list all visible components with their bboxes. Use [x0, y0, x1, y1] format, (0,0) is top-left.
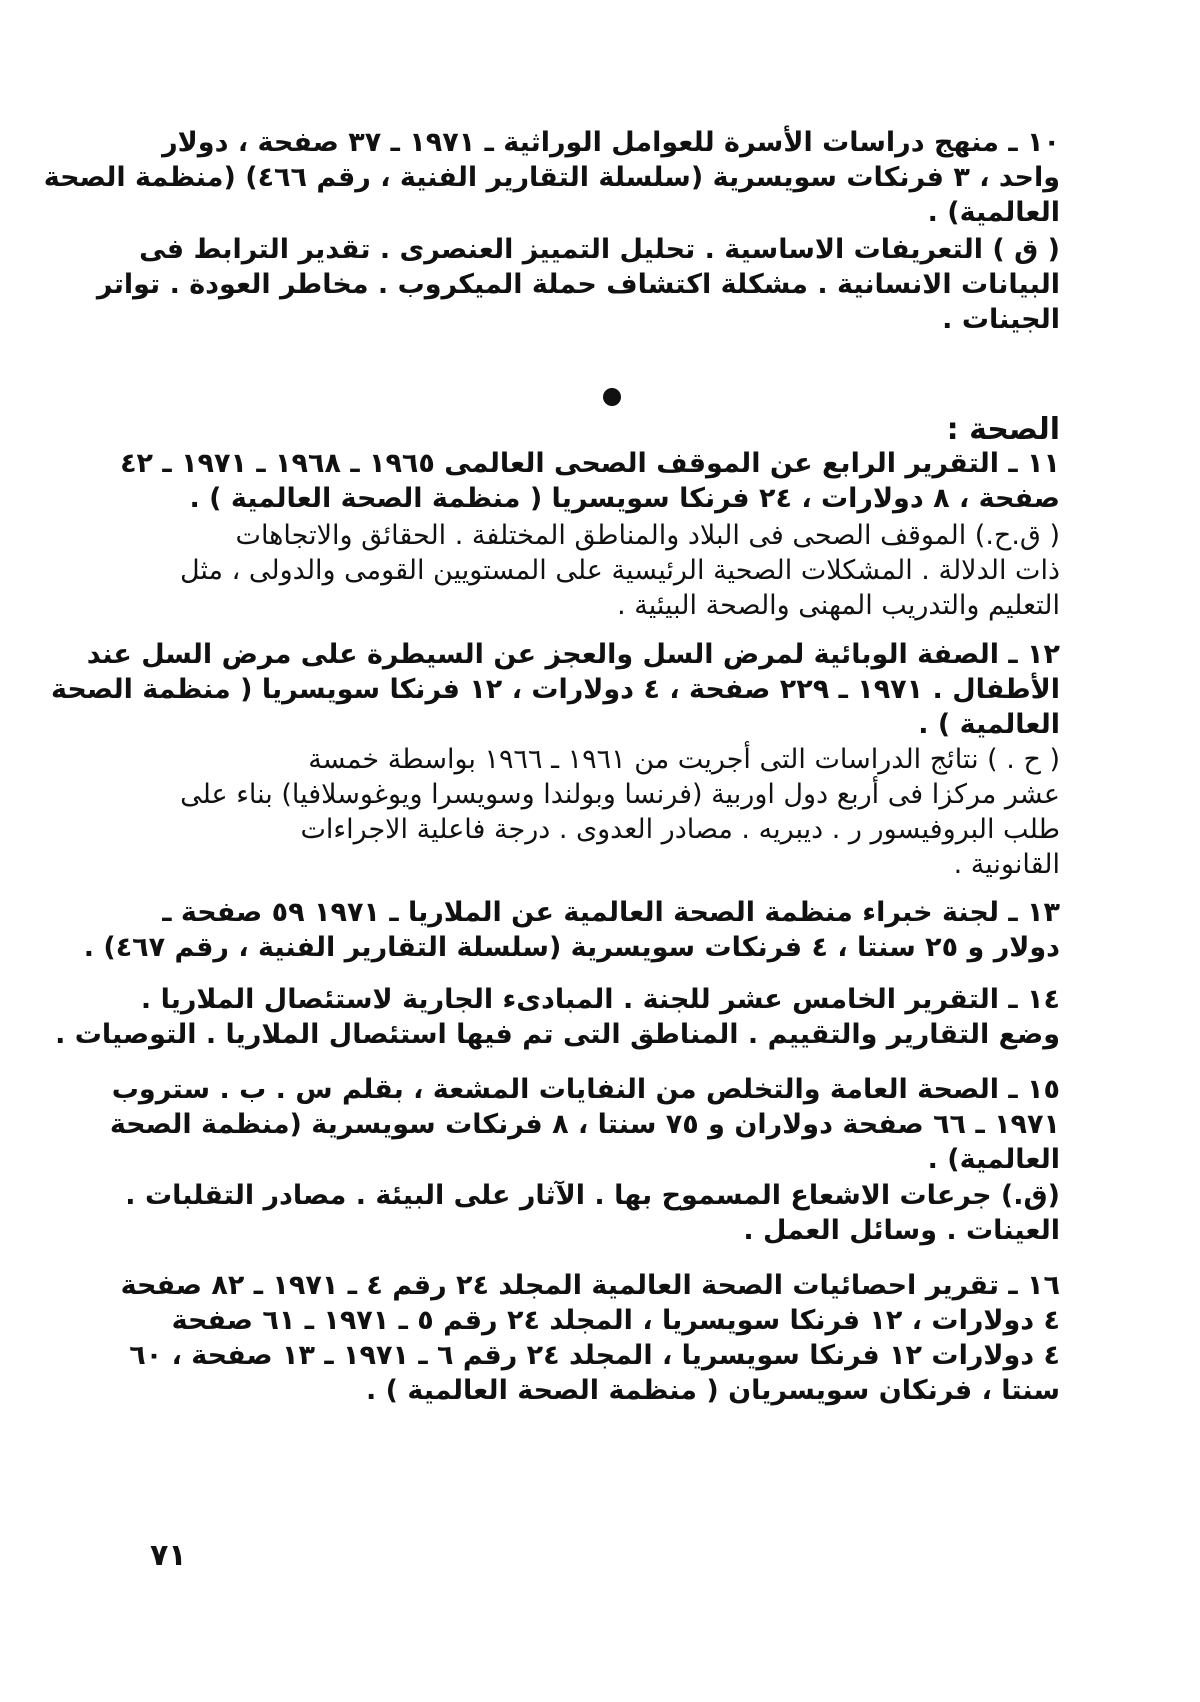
entry-line: التعليم والتدريب المهنى والصحة البيئية . — [617, 590, 1060, 621]
entry-line: وضع التقارير والتقييم . المناطق التى تم فيها استئصال الملاريا . التوصيات . — [55, 1019, 1060, 1050]
entry-line: العالمية ) . — [918, 709, 1060, 740]
entry-line: ٤ دولارات ١٢ فرنكا سويسريا ، المجلد ٢٤ رقم ٦ ـ ١٩٧١ ـ ١٣ صفحة ، ٦٠ — [129, 1340, 1060, 1371]
section-heading: الصحة : — [946, 412, 1060, 447]
entry-line: ذات الدلالة . المشكلات الصحية الرئيسية على المستويين القومى والدولى ، مثل — [179, 555, 1060, 586]
entry-line: ٤ دولارات ، ١٢ فرنكا سويسريا ، المجلد ٢٤ رقم ٥ ـ ١٩٧١ ـ ٦١ صفحة — [171, 1305, 1060, 1336]
entry-line: العالمية) . — [927, 1144, 1060, 1175]
entry-14 — [55, 982, 1060, 1052]
entry-line: القانونية . — [953, 849, 1060, 880]
entry-line: ١٣ ـ لجنة خبراء منظمة الصحة العالمية عن الملاريا ـ ١٩٧١ ٥٩ صفحة ـ — [162, 897, 1060, 928]
entry-line: ١٢ ـ الصفة الوبائية لمرض السل والعجز عن السيطرة على مرض السل عند — [86, 639, 1060, 670]
entry-15-notes — [125, 1178, 1060, 1248]
entry-12-notes — [160, 742, 1060, 882]
entry-line: طلب البروفيسور ر . ديبريه . مصادر العدوى . درجة فاعلية الاجراءات — [300, 814, 1060, 845]
entry-line: ١٤ ـ التقرير الخامس عشر للجنة . المبادىء الجارية لاستئصال الملاريا . — [140, 984, 1060, 1015]
entry-line: الجينات . — [942, 304, 1060, 335]
entry-line: دولار و ٢٥ سنتا ، ٤ فرنكات سويسرية (سلسلة التقارير الفنية ، رقم ٤٦٧) . — [83, 932, 1060, 963]
entry-16 — [120, 1268, 1060, 1408]
entry-15 — [109, 1072, 1060, 1177]
entry-line: ١٦ ـ تقرير احصائيات الصحة العالمية المجلد ٢٤ رقم ٤ ـ ١٩٧١ ـ ٨٢ صفحة — [120, 1270, 1060, 1301]
page-number: ٧١ — [150, 1538, 187, 1573]
entry-line: ١١ ـ التقرير الرابع عن الموقف الصحى العالمى ١٩٦٥ ـ ١٩٦٨ ـ ١٩٧١ ـ ٤٢ — [120, 448, 1060, 479]
entry-11 — [120, 446, 1060, 516]
entry-line: سنتا ، فرنكان سويسريان ( منظمة الصحة العالمية ) . — [366, 1375, 1060, 1406]
entry-line: ١٥ ـ الصحة العامة والتخلص من النفايات المشعة ، بقلم س . ب . ستروب — [111, 1074, 1060, 1105]
entry-line: ( ق ) التعريفات الاساسية . تحليل التمييز العنصرى . تقدير الترابط فى — [139, 234, 1060, 265]
entry-line: ( ق.ح.) الموقف الصحى فى البلاد والمناطق المختلفة . الحقائق والاتجاهات — [235, 520, 1060, 551]
entry-line: ١٠ ـ منهج دراسات الأسرة للعوامل الوراثية ـ ١٩٧١ ـ ٣٧ صفحة ، دولار — [162, 127, 1060, 158]
entry-line: (ق.) جرعات الاشعاع المسموح بها . الآثار على البيئة . مصادر التقلبات . — [125, 1180, 1060, 1211]
entry-10 — [43, 125, 1060, 230]
entry-line: العالمية) . — [927, 197, 1060, 228]
entry-line: الأطفال . ١٩٧١ ـ ٢٢٩ صفحة ، ٤ دولارات ، ١٢ فرنكا سويسريا ( منظمة الصحة — [51, 674, 1060, 705]
entry-line: صفحة ، ٨ دولارات ، ٢٤ فرنكا سويسريا ( منظمة الصحة العالمية ) . — [189, 483, 1060, 514]
entry-line: ١٩٧١ ـ ٦٦ صفحة دولاران و ٧٥ سنتا ، ٨ فرنكات سويسرية (منظمة الصحة — [109, 1109, 1060, 1140]
entry-12 — [51, 637, 1060, 742]
entry-line: واحد ، ٣ فرنكات سويسرية (سلسلة التقارير الفنية ، رقم ٤٦٦) (منظمة الصحة — [43, 162, 1060, 193]
entry-13 — [83, 895, 1060, 965]
entry-line: ( ح . ) نتائج الدراسات التى أجريت من ١٩٦١ ـ ١٩٦٦ بواسطة خمسة — [308, 744, 1060, 775]
entry-line: عشر مركزا فى أربع دول اوربية (فرنسا وبولندا وسويسرا ويوغوسلافيا) بناء على — [180, 779, 1060, 810]
entry-line: البيانات الانسانية . مشكلة اكتشاف حملة الميكروب . مخاطر العودة . تواتر — [96, 269, 1060, 300]
entry-11-notes — [160, 518, 1060, 623]
entry-10-notes — [96, 232, 1060, 337]
section-bullet-icon — [603, 388, 621, 406]
entry-line: العينات . وسائل العمل . — [743, 1215, 1060, 1246]
